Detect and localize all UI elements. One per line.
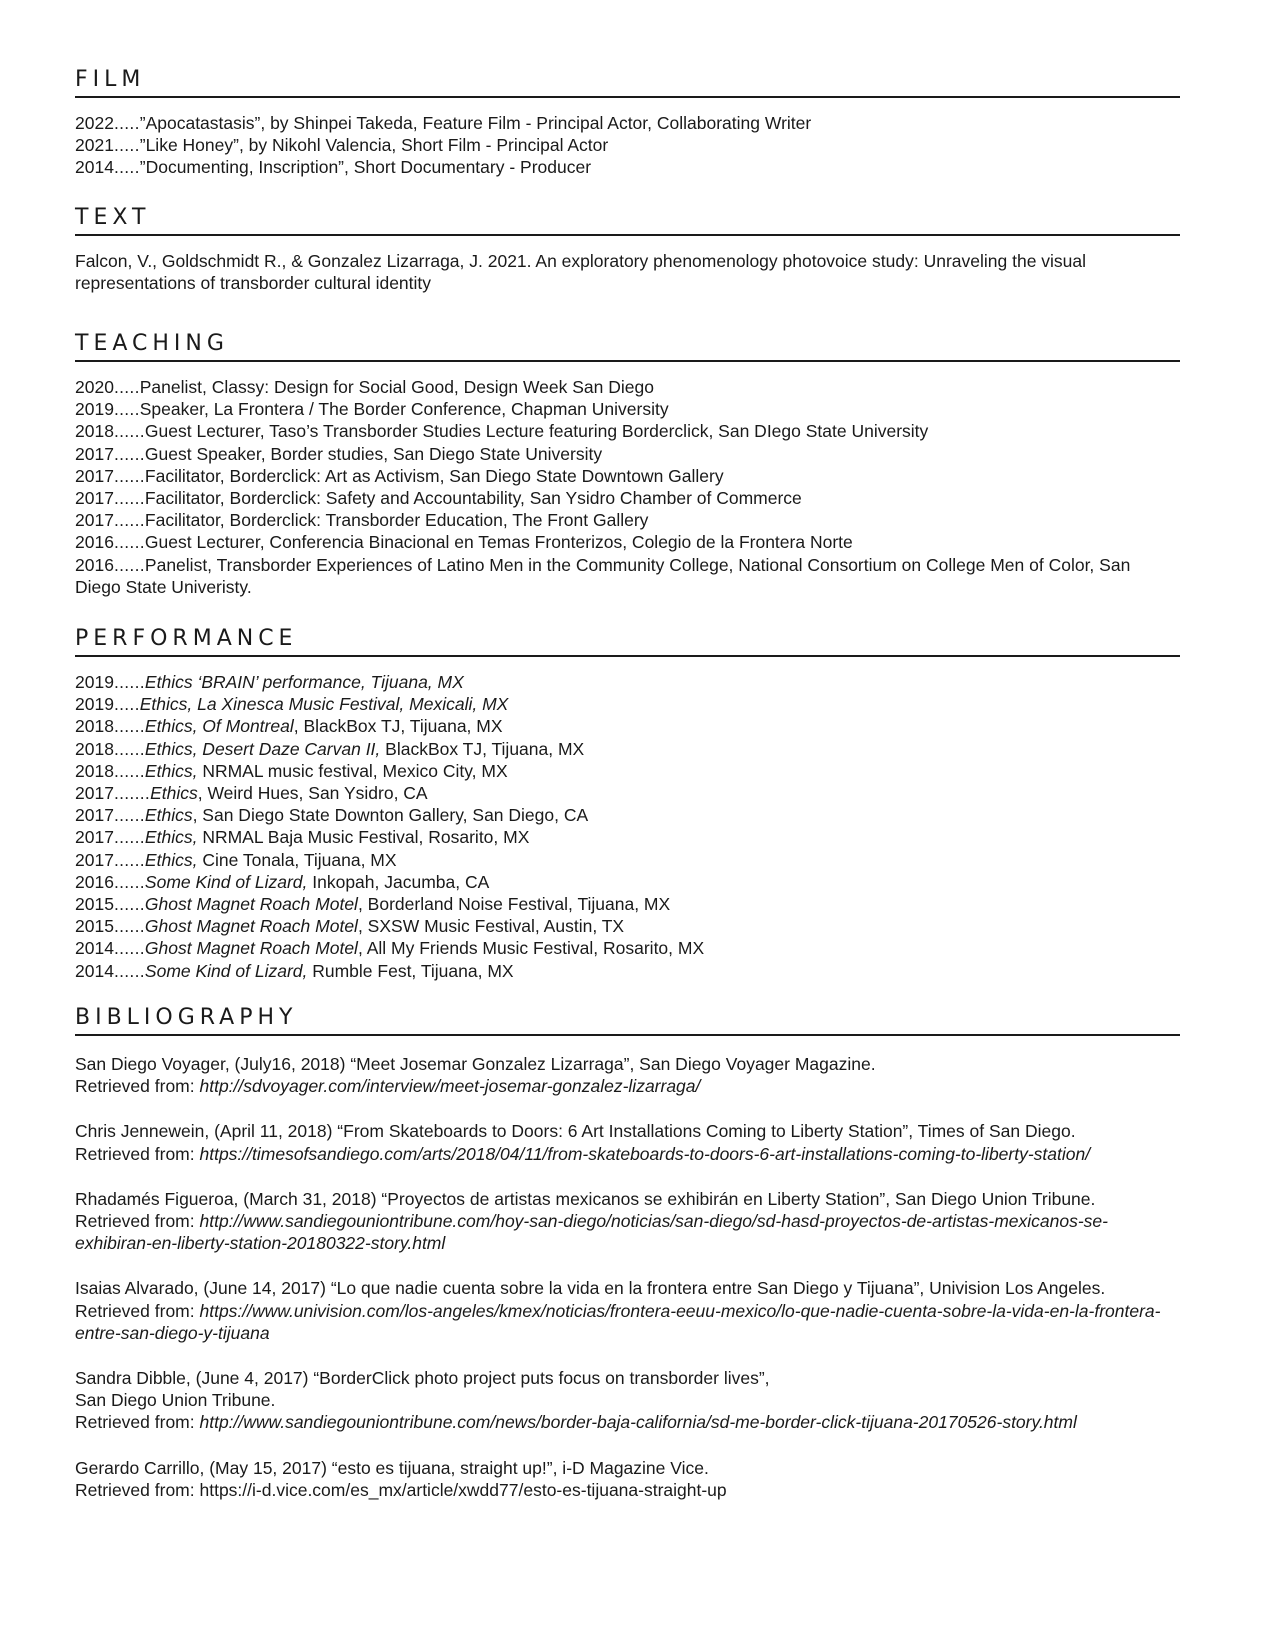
performance-entry [75,893,1180,915]
entry-year: 2018 [75,421,114,442]
citation: Sandra Dibble, (June 4, 2017) “BorderClick photo project puts focus on transborder lives”, [75,1368,770,1389]
entry-leader-dots: ...... [113,916,145,937]
teaching-entry [75,398,1180,420]
teaching-list [75,376,1180,598]
performance-venue: BlackBox TJ, Tijuana, MX [380,738,585,759]
entry-leader-dots: ..... [113,399,140,420]
entry-leader-dots: ...... [113,738,145,759]
film-list [75,112,1180,179]
retrieved-line [75,1411,1180,1433]
source-url-link[interactable]: https://timesofsandiego.com/arts/2018/04/11/from-skateboards-to-doors-6-art-installations-coming-to-liberty-station/ [199,1143,1091,1164]
performance-entry [75,960,1180,982]
citation: Gerardo Carrillo, (May 15, 2017) “esto es tijuana, straight up!”, i-D Magazine Vice. [75,1457,709,1478]
bibliography-entry [75,1188,1180,1255]
teaching-entry [75,509,1180,531]
text-section [75,202,1180,294]
entry-text: Facilitator, Borderclick: Art as Activism, San Diego State Downtown Gallery [144,465,724,486]
bibliography-entry [75,1053,1180,1097]
bibliography-entry [75,1367,1180,1434]
performance-title: Ethics, [144,760,198,781]
entry-text: Facilitator, Borderclick: Safety and Accountability, San Ysidro Chamber of Commerce [144,488,802,509]
entry-year: 2016 [75,554,114,575]
entry-year: 2016 [75,871,114,892]
performance-title: Ethics, La Xinesca Music Festival, Mexicali, MX [139,694,509,715]
entry-year: 2019 [75,672,114,692]
source-url-link[interactable]: http://www.sandiegouniontribune.com/news/border-baja-california/sd-me-border-click-tijuana-20170526-story.html [199,1412,1077,1433]
retrieved-label: Retrieved from: [75,1479,200,1500]
entry-year: 2017 [75,443,114,464]
text-citation: Falcon, V., Goldschmidt R., & Gonzalez Lizarraga, J. 2021. An exploratory phenomenology photovoice study: Unraveling the visual representations of transborder cultural identity [75,251,1087,294]
retrieved-line [75,1300,1180,1344]
entry-leader-dots: ...... [113,871,145,892]
entry-text: Guest Speaker, Border studies, San Diego State University [144,443,603,464]
entry-leader-dots: ....... [113,783,151,804]
entry-year: 2017 [75,488,114,509]
performance-heading: PERFORMANCE [75,623,1180,657]
source-url-link[interactable]: https://www.univision.com/los-angeles/kmex/noticias/frontera-eeuu-mexico/lo-que-nadie-cuenta-sobre-la-vida-en-la-frontera-entre-san-diego-y-tijuana [75,1300,1161,1343]
entry-year: 2022 [75,113,114,133]
performance-entry [75,804,1180,826]
citation: Isaias Alvarado, (June 14, 2017) “Lo que nadie cuenta sobre la vida en la frontera entre San Diego y Tijuana”, Univision Los Angeles. [75,1278,1106,1299]
citation: Rhadamés Figueroa, (March 31, 2018) “Proyectos de artistas mexicanos se exhibirán en Liberty Station”, San Diego Union Tribune. [75,1188,1096,1209]
retrieved-line [75,1075,1180,1097]
retrieved-label: Retrieved from: [75,1300,200,1321]
performance-entry [75,693,1180,715]
entry-year: 2019 [75,399,114,420]
bibliography-heading: BIBLIOGRAPHY [75,1002,1180,1036]
entry-leader-dots: ...... [113,488,145,509]
performance-title: Ethics, [144,827,198,848]
performance-venue: Inkopah, Jacumba, CA [307,871,490,892]
entry-text: ”Apocatastasis”, by Shinpei Takeda, Feature Film - Principal Actor, Collaborating Writer [139,113,812,133]
entry-year: 2018 [75,760,114,781]
performance-list [75,671,1180,982]
bibliography-entry [75,1277,1180,1344]
teaching-entry [75,443,1180,465]
teaching-entry [75,554,1180,598]
performance-venue: Rumble Fest, Tijuana, MX [307,960,514,981]
film-section [75,64,1180,179]
source-url-link[interactable]: http://www.sandiegouniontribune.com/hoy-san-diego/noticias/san-diego/sd-hasd-proyectos-de-artistas-mexicanos-se-exhibiran-en-liberty-station-20180322-story.html [75,1211,1108,1254]
entry-leader-dots: ...... [113,465,145,486]
entry-year: 2017 [75,827,114,848]
entry-year: 2020 [75,377,114,397]
entry-year: 2017 [75,849,114,870]
entry-leader-dots: ...... [113,760,145,781]
entry-leader-dots: ...... [113,827,145,848]
teaching-entry [75,465,1180,487]
entry-year: 2018 [75,738,114,759]
performance-title: Ethics [150,783,198,804]
performance-title: Ethics ‘BRAIN’ performance, Tijuana, MX [144,672,464,692]
entry-leader-dots: ...... [113,716,145,737]
entry-leader-dots: ...... [113,443,145,464]
film-heading: FILM [75,64,1180,98]
performance-entry [75,671,1180,693]
performance-venue: , Weird Hues, San Ysidro, CA [197,783,428,804]
entry-leader-dots: ..... [113,694,140,715]
film-entry [75,134,1180,156]
teaching-entry [75,487,1180,509]
text-heading: TEXT [75,202,1180,236]
source-url-link[interactable]: https://i-d.vice.com/es_mx/article/xwdd77/esto-es-tijuana-straight-up [199,1479,727,1500]
retrieved-line [75,1210,1180,1254]
entry-leader-dots: ..... [113,135,140,156]
entry-leader-dots: ...... [113,805,145,826]
entry-year: 2014 [75,960,114,981]
entry-text: Guest Lecturer, Conferencia Binacional en Temas Fronterizos, Colegio de la Frontera Norte [144,532,853,553]
entry-year: 2017 [75,783,114,804]
entry-year: 2017 [75,805,114,826]
retrieved-label: Retrieved from: [75,1412,200,1433]
entry-text: Speaker, La Frontera / The Border Conference, Chapman University [139,399,669,420]
performance-entry [75,826,1180,848]
entry-year: 2017 [75,510,114,531]
citation-continued: San Diego Union Tribune. [75,1390,276,1411]
performance-title: Some Kind of Lizard, [144,871,308,892]
performance-title: Ethics [144,805,193,826]
entry-text: Panelist, Classy: Design for Social Good, Design Week San Diego [139,377,654,397]
performance-entry [75,715,1180,737]
entry-year: 2017 [75,465,114,486]
retrieved-line [75,1143,1180,1165]
entry-text: Facilitator, Borderclick: Transborder Education, The Front Gallery [144,510,649,531]
retrieved-line [75,1479,1180,1501]
performance-entry [75,760,1180,782]
performance-venue: , SXSW Music Festival, Austin, TX [357,916,625,937]
retrieved-label: Retrieved from: [75,1143,200,1164]
performance-venue: , All My Friends Music Festival, Rosarito, MX [357,938,705,959]
citation: Chris Jennewein, (April 11, 2018) “From Skateboards to Doors: 6 Art Installations Coming to Liberty Station”, Times of San Diego. [75,1121,1076,1142]
performance-section [75,623,1180,982]
entry-text: ”Documenting, Inscription”, Short Documentary - Producer [139,157,592,178]
performance-title: Some Kind of Lizard, [144,960,308,981]
entry-year: 2015 [75,916,114,937]
performance-venue: , BlackBox TJ, Tijuana, MX [293,716,503,737]
entry-leader-dots: ..... [113,377,140,397]
performance-title: Ghost Magnet Roach Motel [144,938,358,959]
entry-year: 2014 [75,157,114,178]
teaching-entry [75,420,1180,442]
entry-leader-dots: ...... [113,960,145,981]
entry-leader-dots: ...... [113,672,145,692]
entry-leader-dots: ...... [113,554,145,575]
performance-entry [75,915,1180,937]
performance-venue: Cine Tonala, Tijuana, MX [197,849,397,870]
performance-title: Ethics, Of Montreal [144,716,294,737]
entry-year: 2018 [75,716,114,737]
entry-leader-dots: ...... [113,849,145,870]
entry-leader-dots: ...... [113,510,145,531]
entry-leader-dots: ...... [113,938,145,959]
entry-leader-dots: ..... [113,113,140,133]
teaching-entry [75,376,1180,398]
citation: San Diego Voyager, (July16, 2018) “Meet Josemar Gonzalez Lizarraga”, San Diego Voyager Magazine. [75,1054,876,1074]
bibliography-section [75,1002,1180,1524]
entry-leader-dots: ..... [113,157,140,178]
entry-year: 2014 [75,938,114,959]
performance-title: Ghost Magnet Roach Motel [144,894,358,915]
performance-entry [75,738,1180,760]
entry-leader-dots: ...... [113,894,145,915]
bibliography-entry [75,1120,1180,1164]
performance-title: Ghost Magnet Roach Motel [144,916,358,937]
retrieved-label: Retrieved from: [75,1076,200,1097]
performance-venue: , Borderland Noise Festival, Tijuana, MX [357,894,671,915]
entry-text: ”Like Honey”, by Nikohl Valencia, Short Film - Principal Actor [139,135,609,156]
entry-text: Guest Lecturer, Taso’s Transborder Studies Lecture featuring Borderclick, San DIego State University [144,421,929,442]
performance-entry [75,782,1180,804]
teaching-entry [75,531,1180,553]
entry-leader-dots: ...... [113,421,145,442]
performance-title: Ethics, Desert Daze Carvan II, [144,738,381,759]
performance-venue: , San Diego State Downton Gallery, San Diego, CA [192,805,589,826]
entry-leader-dots: ...... [113,532,145,553]
retrieved-label: Retrieved from: [75,1211,200,1232]
entry-year: 2016 [75,532,114,553]
entry-year: 2015 [75,894,114,915]
performance-entry [75,937,1180,959]
bibliography-entry [75,1457,1180,1501]
performance-entry [75,849,1180,871]
performance-venue: NRMAL music festival, Mexico City, MX [197,760,508,781]
performance-entry [75,871,1180,893]
film-entry [75,112,1180,134]
entry-year: 2021 [75,135,114,156]
entry-year: 2019 [75,694,114,715]
performance-venue: NRMAL Baja Music Festival, Rosarito, MX [197,827,530,848]
performance-title: Ethics, [144,849,198,870]
bibliography-list [75,1053,1180,1501]
source-url-link[interactable]: http://sdvoyager.com/interview/meet-josemar-gonzalez-lizarraga/ [199,1076,701,1097]
film-entry [75,156,1180,178]
entry-text: Panelist, Transborder Experiences of Latino Men in the Community College, National Consortium on College Men of Color, San Diego State Univeristy. [75,554,1131,597]
teaching-heading: TEACHING [75,328,1180,362]
teaching-section [75,328,1180,598]
